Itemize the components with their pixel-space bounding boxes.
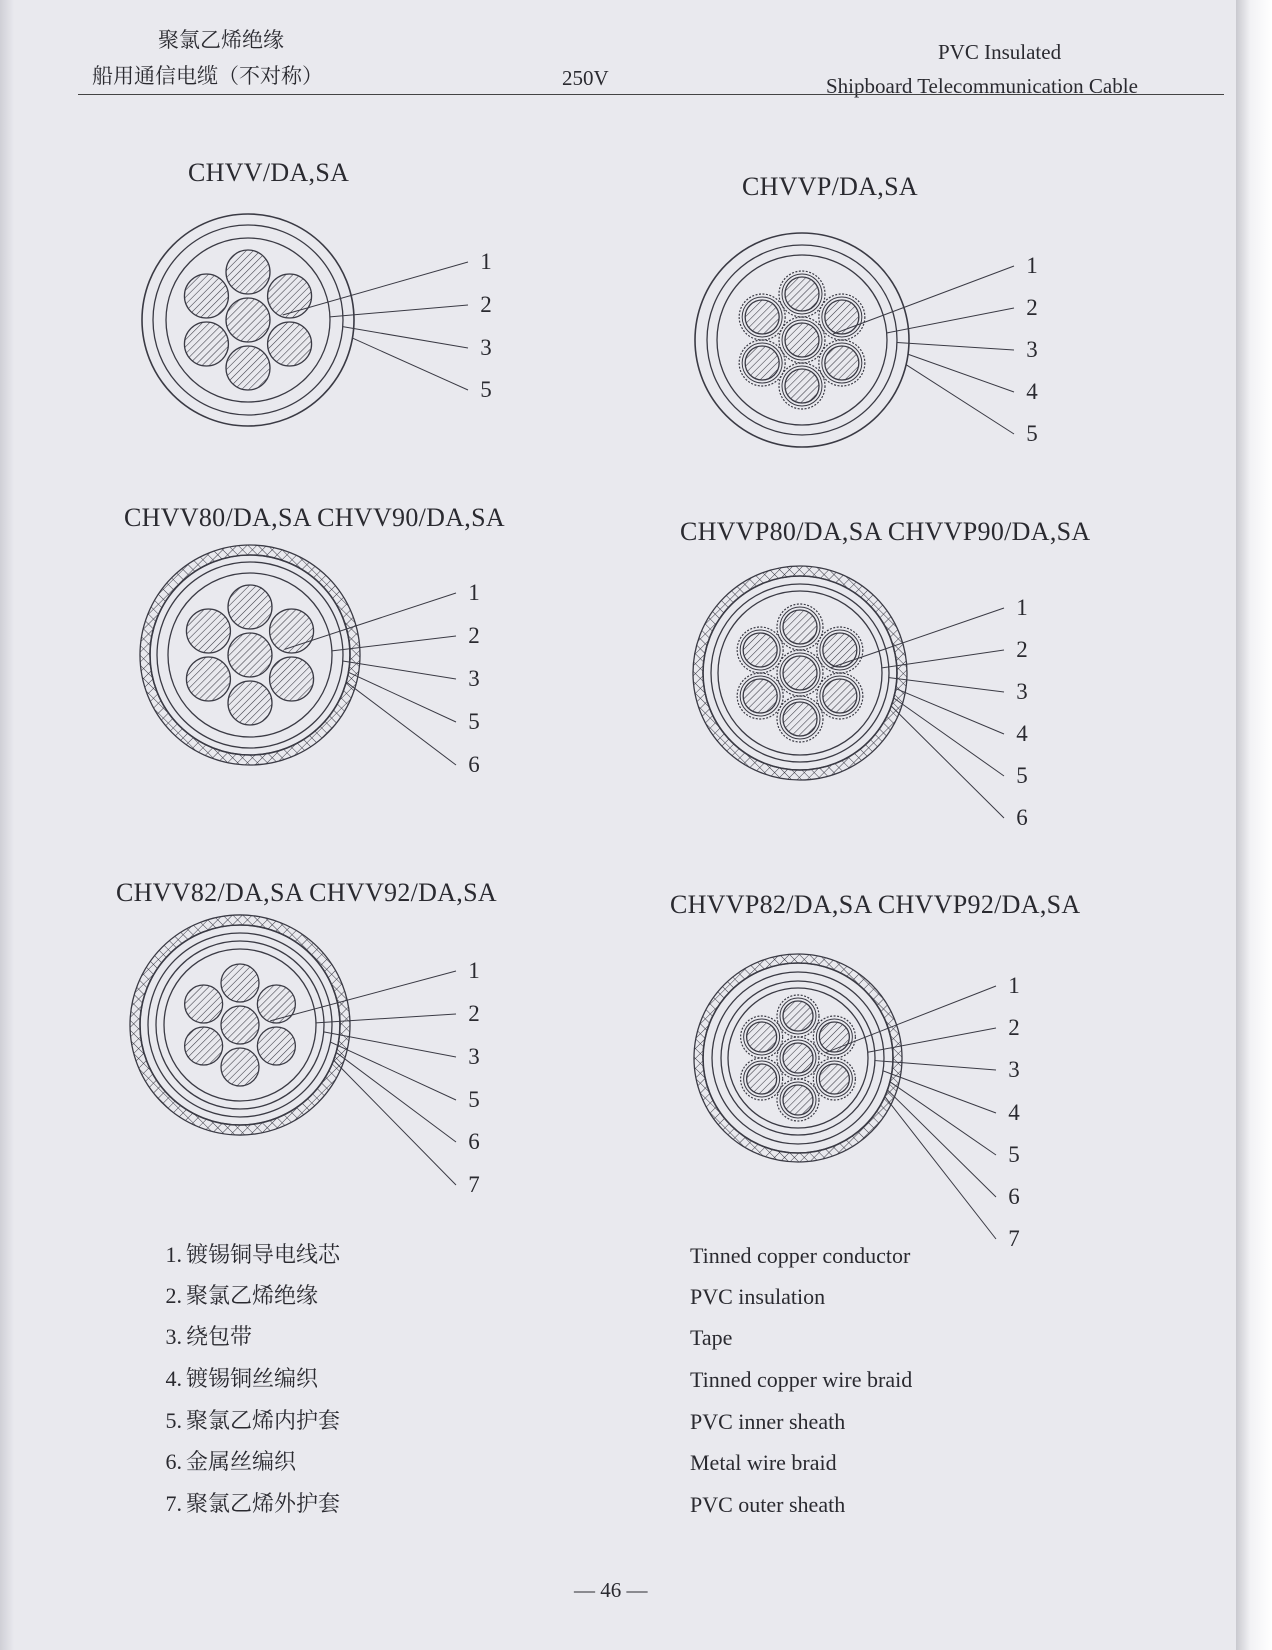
legend-cn-text: 聚氯乙烯内护套 <box>186 1408 341 1433</box>
callout-leader-line <box>891 706 1004 818</box>
legend-num: 6. <box>165 1449 182 1474</box>
conductor-core <box>779 363 825 409</box>
conductor-core <box>737 673 783 719</box>
conductor-core <box>739 340 785 386</box>
conductor-core <box>819 294 865 340</box>
callout-number: 4 <box>1026 379 1038 404</box>
conductor-core <box>184 274 228 318</box>
callout-number: 1 <box>1026 253 1038 278</box>
callout-number: 5 <box>468 709 480 734</box>
callout-number: 1 <box>480 249 492 274</box>
callout-number: 4 <box>1016 721 1028 746</box>
cable-diagram-chvvp82-chvvp92 <box>636 870 1236 1251</box>
callout-leader-line <box>343 661 456 679</box>
callout-number: 6 <box>468 1129 480 1154</box>
header-cn-line2: 船用通信电缆（不对称） <box>92 64 323 88</box>
legend-item <box>160 1404 340 1435</box>
callout-number: 2 <box>468 1001 480 1026</box>
legend-item <box>160 1238 340 1269</box>
callout-leader-line <box>897 342 1014 350</box>
callout-number: 6 <box>468 752 480 777</box>
legend-num: 5. <box>165 1408 182 1433</box>
callout-number: 5 <box>468 1087 480 1112</box>
cable-cross-section <box>0 870 636 1210</box>
conductor-core <box>268 322 312 366</box>
conductor-core <box>228 681 272 725</box>
callout-leader-line <box>348 672 456 722</box>
conductor-core <box>257 1027 295 1065</box>
conductor-core <box>226 250 270 294</box>
conductor-core <box>221 1048 259 1086</box>
callout-leader-line <box>826 986 996 1053</box>
legend-num: 1. <box>165 1242 182 1267</box>
callout-leader-line <box>336 1052 456 1142</box>
conductor-core <box>221 1006 259 1044</box>
callout-leader-line <box>894 698 1004 776</box>
conductor-core <box>779 271 825 317</box>
callout-number: 3 <box>1016 679 1028 704</box>
conductor-core <box>819 340 865 386</box>
callout-number: 3 <box>1026 337 1038 362</box>
callout-leader-line <box>343 327 468 348</box>
callout-number: 3 <box>468 1044 480 1069</box>
callout-number: 5 <box>1026 421 1038 446</box>
callout-number: 3 <box>480 335 492 360</box>
conductor-core <box>268 274 312 318</box>
callout-number: 1 <box>1016 595 1028 620</box>
callout-number: 2 <box>1016 637 1028 662</box>
callout-number: 5 <box>1016 763 1028 788</box>
callout-number: 4 <box>1008 1100 1020 1125</box>
cable-diagram-chvvp80-chvvp90 <box>636 495 1236 855</box>
conductor-core <box>777 1037 819 1079</box>
legend-cn-text: 聚氯乙烯外护套 <box>186 1491 341 1516</box>
conductor-core <box>737 627 783 673</box>
legend-num: 7. <box>165 1491 182 1516</box>
callout-number: 3 <box>1008 1057 1020 1082</box>
conductor-core <box>813 1058 855 1100</box>
conductor-core <box>228 633 272 677</box>
legend-cn-text: 金属丝编织 <box>186 1449 297 1474</box>
conductor-core <box>226 298 270 342</box>
callout-leader-line <box>868 1028 996 1052</box>
cable-cross-section <box>636 495 1236 855</box>
diagram-title: CHVVP82/DA,SA CHVVP92/DA,SA <box>670 890 1081 919</box>
conductor-core <box>186 609 230 653</box>
cable-diagram-chvv82-chvv92 <box>0 870 636 1210</box>
conductor-core <box>186 657 230 701</box>
conductor-core <box>777 1079 819 1121</box>
legend-cn-text: 聚氯乙烯绝缘 <box>186 1283 319 1308</box>
cable-body <box>694 954 902 1162</box>
callout-leader-line <box>330 305 468 317</box>
header-en-line1: PVC Insulated <box>938 40 1062 64</box>
cable-cross-section <box>0 150 636 480</box>
header-cn-line1: 聚氯乙烯绝缘 <box>158 28 284 52</box>
callout-number: 7 <box>468 1172 480 1197</box>
cable-diagram-chvv80-chvv90 <box>0 495 636 855</box>
legend-en-text: Metal wire braid <box>690 1450 837 1475</box>
legend-en-text: Tape <box>690 1325 733 1350</box>
header-voltage: 250V <box>562 66 609 90</box>
callout-leader-line <box>352 338 468 390</box>
callout-number: 1 <box>468 958 480 983</box>
cable-diagram-chvv <box>0 150 636 480</box>
legend-num: 4. <box>165 1366 182 1391</box>
callout-leader-line <box>334 1060 456 1185</box>
cable-cross-section <box>0 495 636 855</box>
callout-number: 5 <box>1008 1142 1020 1167</box>
diagram-title: CHVVP80/DA,SA CHVVP90/DA,SA <box>680 517 1091 546</box>
legend-en-text: Tinned copper wire braid <box>690 1367 913 1392</box>
page-edge-right <box>1236 0 1272 1650</box>
legend-item <box>160 1362 318 1393</box>
header-en-line2: Shipboard Telecommunication Cable <box>826 74 1138 98</box>
conductor-core <box>185 985 223 1023</box>
cable-diagram-chvvp <box>636 150 1236 480</box>
legend-item <box>160 1487 340 1518</box>
legend-item <box>160 1320 252 1351</box>
cable-cross-section <box>636 870 1236 1240</box>
diagram-title: CHVVP/DA,SA <box>742 172 918 201</box>
callout-number: 1 <box>468 580 480 605</box>
conductor-core <box>777 650 823 696</box>
conductor-core <box>270 657 314 701</box>
legend-cn-text: 绕包带 <box>186 1324 253 1349</box>
callout-leader-line <box>270 971 456 1021</box>
diagram-title: CHVV/DA,SA <box>188 158 350 187</box>
conductor-core <box>270 609 314 653</box>
callout-leader-line <box>883 1071 996 1113</box>
conductor-core <box>779 317 825 363</box>
cable-body <box>695 233 909 447</box>
cable-body <box>140 545 360 765</box>
cable-body <box>130 915 350 1135</box>
callout-leader-line <box>330 1042 456 1100</box>
legend-en-text: PVC inner sheath <box>690 1409 846 1434</box>
conductor-core <box>221 964 259 1002</box>
page-header <box>70 18 1230 104</box>
cable-cross-section <box>636 150 1236 480</box>
callout-number: 3 <box>468 666 480 691</box>
conductor-core <box>817 627 863 673</box>
callout-leader-line <box>906 365 1014 434</box>
conductor-core <box>228 585 272 629</box>
legend-num: 3. <box>165 1324 182 1349</box>
conductor-core <box>741 1016 783 1058</box>
callout-number: 5 <box>480 377 492 402</box>
cable-body <box>142 214 354 426</box>
callout-number: 2 <box>480 292 492 317</box>
legend-num: 2. <box>165 1283 182 1308</box>
callout-leader-line <box>831 608 1004 668</box>
legend-item <box>160 1445 296 1476</box>
conductor-core <box>817 673 863 719</box>
callout-leader-line <box>908 354 1014 392</box>
conductor-core <box>184 322 228 366</box>
callout-number: 2 <box>468 623 480 648</box>
legend-item <box>160 1279 318 1310</box>
callout-number: 2 <box>1026 295 1038 320</box>
callout-number: 6 <box>1016 805 1028 830</box>
callout-leader-line <box>833 266 1014 334</box>
header-rule <box>78 94 1224 95</box>
callout-leader-line <box>346 682 456 765</box>
conductor-core <box>813 1016 855 1058</box>
diagram-title: CHVV80/DA,SA CHVV90/DA,SA <box>124 503 505 532</box>
callout-number: 1 <box>1008 973 1020 998</box>
legend-cn-text: 镀锡铜丝编织 <box>186 1366 319 1391</box>
diagram-title: CHVV82/DA,SA CHVV92/DA,SA <box>116 878 497 907</box>
callout-number: 7 <box>1008 1226 1020 1251</box>
callout-leader-line <box>316 1014 456 1023</box>
conductor-core <box>185 1027 223 1065</box>
conductor-core <box>777 995 819 1037</box>
legend-cn-text: 镀锡铜导电线芯 <box>186 1242 341 1267</box>
conductor-core <box>257 985 295 1023</box>
conductor-core <box>777 696 823 742</box>
legend-en-text: PVC outer sheath <box>690 1492 846 1517</box>
callout-number: 6 <box>1008 1184 1020 1209</box>
legend-en-text: PVC insulation <box>690 1284 826 1309</box>
conductor-core <box>777 604 823 650</box>
callout-leader-line <box>885 1097 996 1239</box>
conductor-core <box>741 1058 783 1100</box>
cable-body <box>693 566 907 780</box>
conductor-core <box>226 346 270 390</box>
legend-en-text: Tinned copper conductor <box>690 1243 911 1268</box>
conductor-core <box>739 294 785 340</box>
page-number: — 46 — <box>574 1578 648 1602</box>
callout-number: 2 <box>1008 1015 1020 1040</box>
